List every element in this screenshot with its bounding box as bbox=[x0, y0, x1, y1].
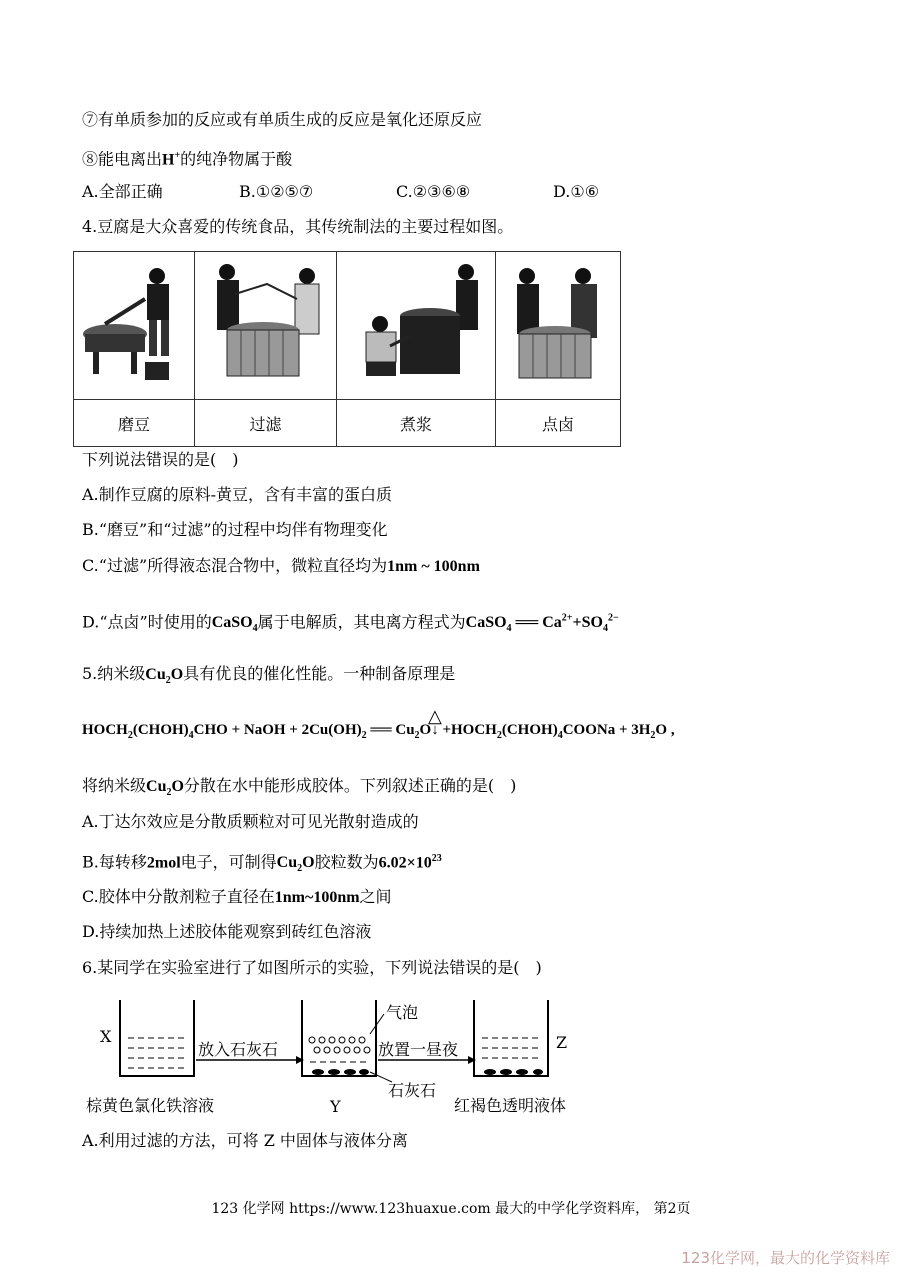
tofu-process-table bbox=[73, 251, 621, 447]
q4-option-c: C.“过滤”所得液态混合物中，微粒直径均为1nm ~ 100nm bbox=[82, 556, 480, 575]
beaker-x bbox=[120, 1000, 194, 1076]
q3-options bbox=[82, 181, 599, 203]
label-x: X bbox=[100, 1027, 112, 1046]
step-filtering: 过滤 bbox=[195, 400, 337, 447]
q3-item7: ⑦有单质参加的反应或有单质生成的反应是氧化还原反应 bbox=[82, 110, 483, 129]
label-arrow-1: 放入石灰石 bbox=[198, 1040, 279, 1059]
label-solution-x: 棕黄色氯化铁溶液 bbox=[86, 1096, 215, 1115]
grinding-illustration bbox=[74, 252, 195, 400]
label-y: Y bbox=[330, 1097, 341, 1116]
q5-option-b: B.每转移2mol电子，可制得$Cu_2O$胶粒数为$6.02\times 10^{23}$ bbox=[82, 852, 442, 875]
q5-option-a: A.丁达尔效应是分散质颗粒对可见光散射造成的 bbox=[82, 812, 419, 831]
label-arrow-2: 放置一昼夜 bbox=[378, 1040, 459, 1059]
label-solution-z: 红褐色透明液体 bbox=[454, 1096, 567, 1115]
q3-option-c: C.②③⑥⑧ bbox=[396, 182, 471, 201]
step-boiling: 煮浆 bbox=[337, 400, 496, 447]
coagulating-illustration bbox=[496, 252, 621, 400]
filtering-illustration bbox=[195, 252, 337, 400]
q6-stem: 6.某同学在实验室进行了如图所示的实验，下列说法错误的是( ) bbox=[82, 958, 542, 977]
boiling-illustration bbox=[337, 252, 496, 400]
label-z: Z bbox=[556, 1033, 568, 1052]
q5-option-c: C.胶体中分散剂粒子直径在1nm~100nm之间 bbox=[82, 887, 392, 906]
q3-item8: ⑧能电离出H+的纯净物属于酸 bbox=[82, 149, 293, 169]
q4-option-d: D.“点卤”时使用的CaSO$_4$属于电解质，其电离方程式为CaSO$_4$ ══ $Ca^{2+}+SO_4^{2-}$ bbox=[82, 612, 619, 635]
q5-option-d: D.持续加热上述胶体能观察到砖红色溶液 bbox=[82, 922, 372, 941]
watermark: 123化学网，最大的化学资料库 bbox=[681, 1249, 890, 1267]
q4-question: 下列说法错误的是( ) bbox=[82, 450, 239, 469]
q5-equation: △ $HOCH_2(CHOH)_4CHO$ + NaOH + $2Cu(OH)_2$ ══ $Cu_2O↓$ $+HOCH_2(CHOH)_4COONa + 3H_2O$ , bbox=[82, 706, 675, 741]
q4-option-a: A.制作豆腐的原料-黄豆，含有丰富的蛋白质 bbox=[82, 485, 393, 504]
q3-option-d: D.①⑥ bbox=[553, 182, 600, 201]
q5-question: 将纳米级$Cu_2O$分散在水中能形成胶体。下列叙述正确的是( ) bbox=[82, 776, 517, 799]
label-bubble: 气泡 bbox=[386, 1003, 419, 1022]
q4-stem: 4.豆腐是大众喜爱的传统食品，其传统制法的主要过程如图。 bbox=[82, 217, 514, 236]
q3-option-b: B.①②⑤⑦ bbox=[239, 182, 314, 201]
step-coagulating: 点卤 bbox=[496, 400, 621, 447]
page-footer: 123 化学网 https://www.123huaxue.com 最大的中学化学资料库， 第2页 bbox=[211, 1201, 691, 1217]
q6-option-a: A.利用过滤的方法，可将 Z 中固体与液体分离 bbox=[82, 1131, 408, 1150]
beaker-z bbox=[474, 1000, 548, 1076]
q3-option-a: A.全部正确 bbox=[82, 182, 163, 201]
label-stone: 石灰石 bbox=[388, 1081, 437, 1100]
step-grinding: 磨豆 bbox=[74, 400, 195, 447]
q5-stem: 5.纳米级$Cu_2O$具有优良的催化性能。一种制备原理是 bbox=[82, 664, 456, 687]
q4-option-b: B.“磨豆”和“过滤”的过程中均伴有物理变化 bbox=[82, 520, 388, 539]
